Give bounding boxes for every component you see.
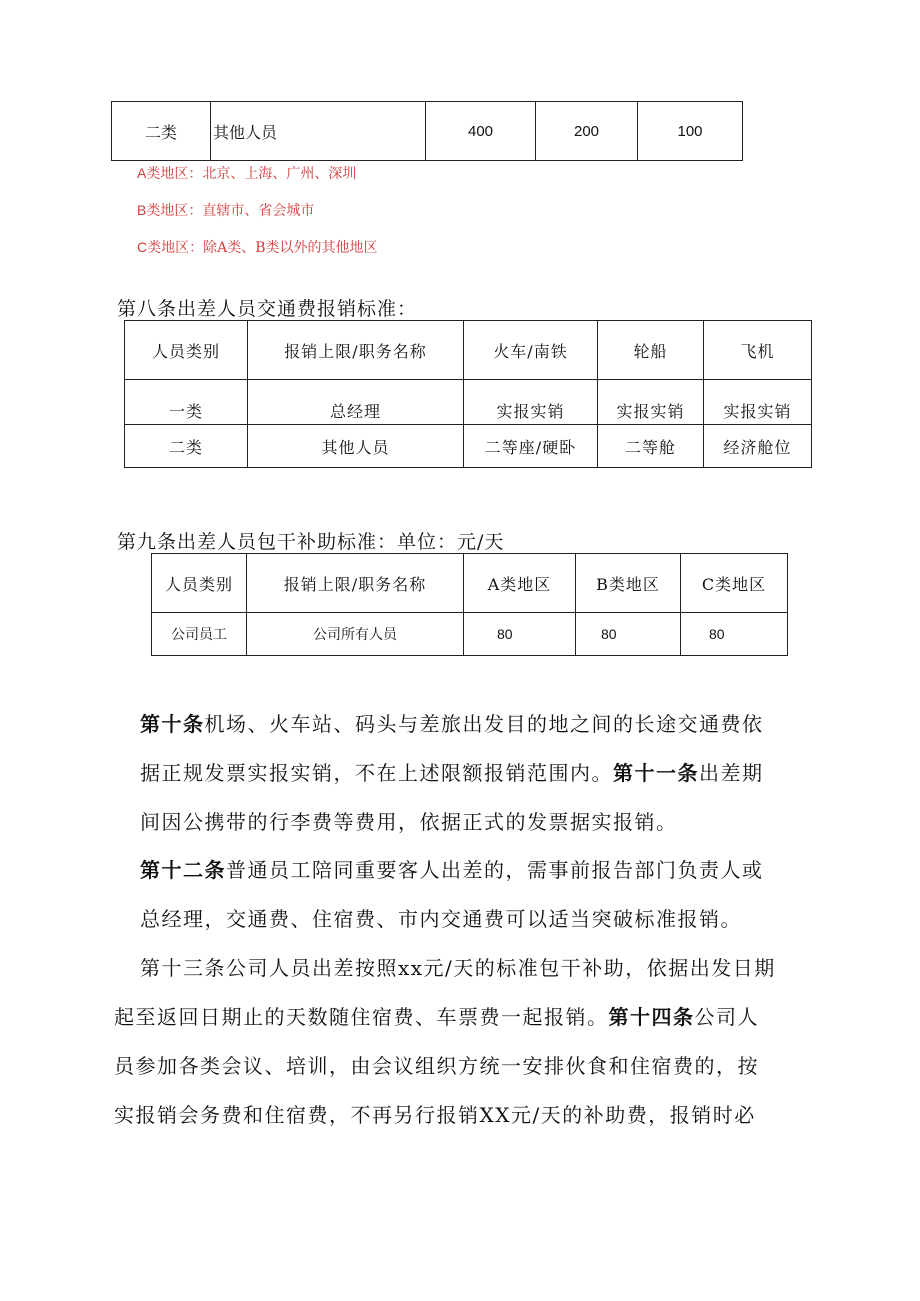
paragraph-line: 间因公携带的行李费等费用，依据正式的发票据实报销。 [140,810,678,834]
table-header-cell: B类地区 [576,554,681,613]
article-9-heading: 第九条出差人员包干补助标准：单位：元/天 [117,531,505,553]
table-cell: 二类 [112,102,211,161]
region-note-c: C类地区：除A类、B类以外的其他地区 [137,239,378,256]
table-row [152,613,788,656]
table-cell: 80 [576,613,681,656]
table-cell: 400 [426,102,536,161]
table-cell: 其他人员 [211,102,426,161]
table-cell: 100 [638,102,743,161]
table-header-cell: 轮船 [598,321,704,380]
table-cell: 200 [536,102,638,161]
paragraph-line: 第十条机场、火车站、码头与差旅出发目的地之间的长途交通费依 [140,712,764,736]
table-row [125,380,812,425]
article-8-heading: 第八条出差人员交通费报销标准： [117,298,418,320]
table-row [112,102,743,161]
table-cell: 总经理 [248,380,464,425]
table-header-row [152,554,788,613]
table-cell: 二等舱 [598,425,704,468]
table-cell: 二等座/硬卧 [464,425,598,468]
allowance-standard-table [151,553,788,656]
table-header-cell: 报销上限/职务名称 [247,554,464,613]
table-header-cell: 报销上限/职务名称 [248,321,464,380]
table-header-cell: 火车/南铁 [464,321,598,380]
paragraph-line: 起至返回日期止的天数随住宿费、车票费一起报销。第十四条公司人 [114,1005,759,1029]
table-cell: 80 [681,613,788,656]
table-cell: 二类 [125,425,248,468]
paragraph-line: 据正规发票实报实销，不在上述限额报销范围内。第十一条出差期 [140,761,764,785]
table-cell: 经济舱位 [704,425,812,468]
paragraph-line: 员参加各类会议、培训，由会议组织方统一安排伙食和住宿费的，按 [114,1054,759,1078]
region-note-b: B类地区：直辖市、省会城市 [137,202,315,219]
table-row [125,425,812,468]
table-cell: 实报实销 [464,380,598,425]
paragraph-line: 总经理，交通费、住宿费、市内交通费可以适当突破标准报销。 [140,907,742,931]
table-header-cell: 人员类别 [125,321,248,380]
table-header-cell: C类地区 [681,554,788,613]
region-note-a: A类地区：北京、上海、广州、深圳 [137,165,357,182]
table-cell: 公司员工 [152,613,247,656]
table-cell: 其他人员 [248,425,464,468]
table-header-cell: A类地区 [464,554,576,613]
table-cell: 实报实销 [598,380,704,425]
transport-standard-table [124,320,812,468]
table-cell: 80 [464,613,576,656]
table-header-cell: 人员类别 [152,554,247,613]
paragraph-line: 第十二条普通员工陪同重要客人出差的，需事前报告部门负责人或 [140,858,764,882]
paragraph-line: 第十三条公司人员出差按照xx元/天的标准包干补助，依据出发日期 [140,956,776,980]
table-cell: 公司所有人员 [247,613,464,656]
table-header-row [125,321,812,380]
allowance-table-partial [111,101,743,161]
paragraph-line: 实报销会务费和住宿费，不再另行报销XX元/天的补助费，报销时必 [114,1103,756,1127]
table-cell: 一类 [125,380,248,425]
table-cell: 实报实销 [704,380,812,425]
table-header-cell: 飞机 [704,321,812,380]
